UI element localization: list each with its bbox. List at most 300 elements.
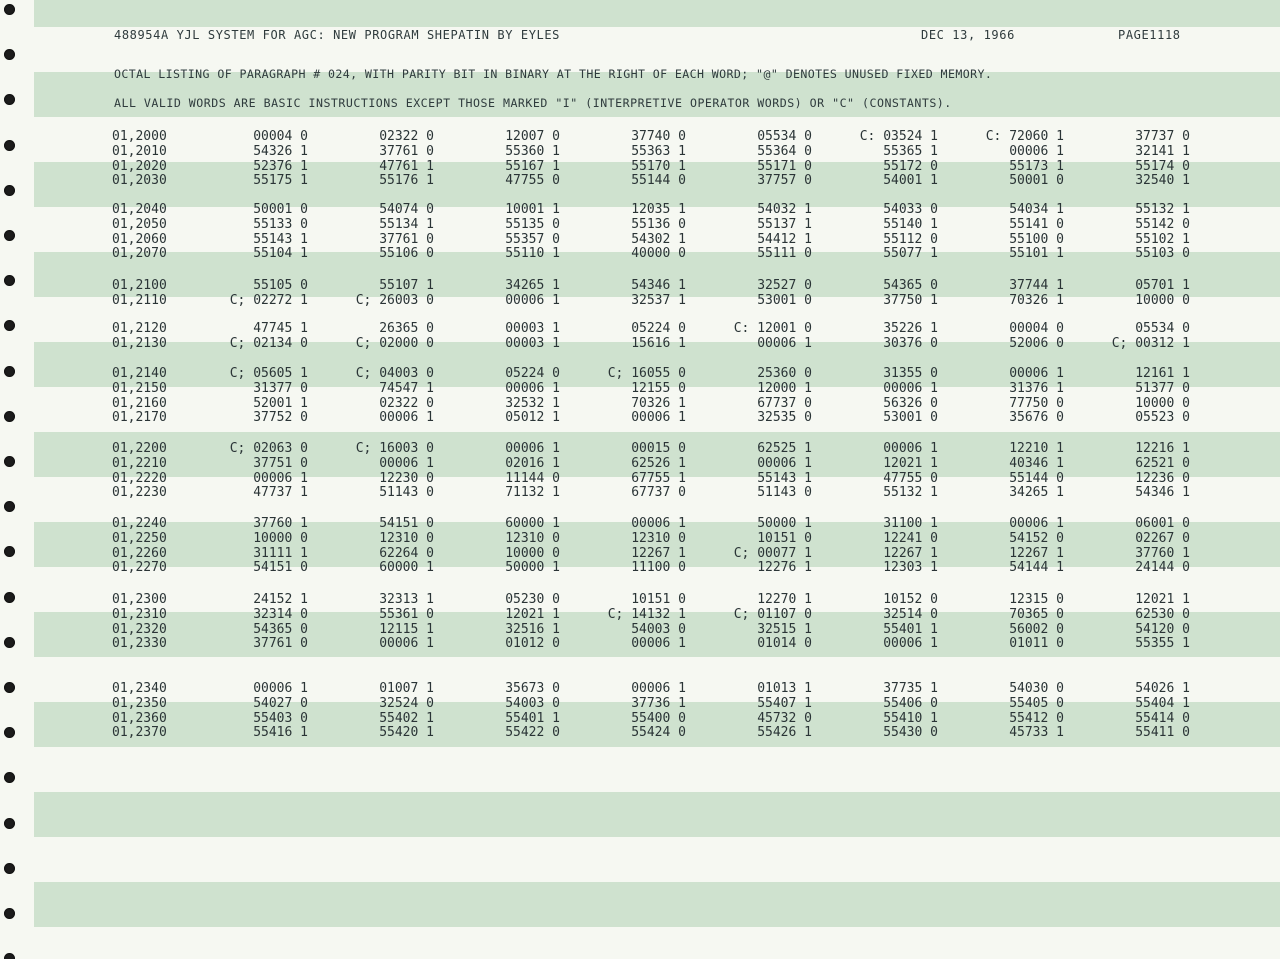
octal-word: 51143 0 [379, 485, 434, 501]
octal-word: 12310 0 [379, 530, 434, 546]
octal-word: 12241 0 [883, 530, 938, 546]
octal-word: 00006 1 [253, 470, 308, 486]
octal-word: 12267 1 [631, 545, 686, 561]
memory-address: 01,2150 [112, 380, 167, 396]
octal-word: 54151 0 [379, 516, 434, 531]
octal-word: 55112 0 [883, 231, 938, 247]
octal-word: 37760 1 [1135, 545, 1190, 561]
octal-word: 54030 0 [1009, 681, 1064, 696]
memory-address: 01,2030 [112, 173, 167, 189]
octal-word: C: 12001 0 [733, 321, 812, 336]
octal-word: 06001 0 [1135, 516, 1190, 531]
listing-row [0, 173, 1280, 188]
octal-word: 00006 1 [505, 441, 560, 456]
octal-word: 26365 0 [379, 321, 434, 336]
octal-word: 37761 0 [379, 143, 434, 159]
octal-word: 37757 0 [757, 173, 812, 189]
feed-hole [4, 4, 15, 15]
octal-word: 32532 1 [505, 395, 560, 411]
octal-word: 05523 0 [1135, 410, 1190, 426]
octal-word: 00006 1 [757, 335, 812, 351]
green-bar [34, 792, 1280, 837]
octal-word: C; 26003 0 [355, 292, 434, 308]
octal-word: 55172 0 [883, 158, 938, 174]
octal-word: 31100 1 [883, 516, 938, 531]
octal-word: 53001 0 [883, 410, 938, 426]
octal-word: 05224 0 [631, 321, 686, 336]
octal-word: 00006 1 [1009, 516, 1064, 531]
octal-word: 67755 1 [631, 470, 686, 486]
listing-row [0, 202, 1280, 217]
octal-word: 55136 0 [631, 216, 686, 232]
octal-word: 32141 1 [1135, 143, 1190, 159]
octal-word: 54346 1 [1135, 485, 1190, 501]
octal-word: 55402 1 [379, 710, 434, 726]
octal-word: 00006 1 [505, 292, 560, 308]
memory-address: 01,2140 [112, 366, 167, 381]
octal-word: 34265 1 [505, 278, 560, 293]
octal-word: 55364 0 [757, 143, 812, 159]
octal-word: 55403 0 [253, 710, 308, 726]
octal-word: 54302 1 [631, 231, 686, 247]
octal-word: 55175 1 [253, 173, 308, 189]
octal-word: 55167 1 [505, 158, 560, 174]
octal-word: 50001 0 [253, 202, 308, 217]
octal-word: 00004 0 [1009, 321, 1064, 336]
octal-word: 55361 0 [379, 606, 434, 622]
octal-word: 00006 1 [379, 636, 434, 652]
listing-row [0, 410, 1280, 425]
octal-word: 12267 1 [1009, 545, 1064, 561]
memory-address: 01,2000 [112, 129, 167, 144]
octal-word: 45732 0 [757, 710, 812, 726]
octal-word: 67737 0 [757, 395, 812, 411]
octal-word: 55414 0 [1135, 710, 1190, 726]
octal-word: 37735 1 [883, 681, 938, 696]
octal-word: 55424 0 [631, 725, 686, 741]
octal-word: 55401 1 [883, 621, 938, 637]
octal-word: 34265 1 [1009, 485, 1064, 501]
octal-word: 12236 0 [1135, 470, 1190, 486]
octal-word: 55405 0 [1009, 695, 1064, 711]
octal-word: 55412 0 [1009, 710, 1064, 726]
octal-word: 37760 1 [253, 516, 308, 531]
memory-address: 01,2120 [112, 321, 167, 336]
memory-address: 01,2110 [112, 292, 167, 308]
octal-word: 54365 0 [253, 621, 308, 637]
memory-address: 01,2270 [112, 560, 167, 576]
octal-word: 55142 0 [1135, 216, 1190, 232]
octal-word: 32540 1 [1135, 173, 1190, 189]
octal-word: 62526 1 [631, 455, 686, 471]
octal-word: 55105 0 [253, 278, 308, 293]
memory-address: 01,2330 [112, 636, 167, 652]
octal-word: C; 01107 0 [733, 606, 812, 622]
listing-row [0, 622, 1280, 637]
octal-word: 55144 0 [631, 173, 686, 189]
octal-word: 12267 1 [883, 545, 938, 561]
octal-word: 12315 0 [1009, 592, 1064, 607]
octal-word: 55103 0 [1135, 246, 1190, 262]
memory-address: 01,2170 [112, 410, 167, 426]
octal-word: 12270 1 [757, 592, 812, 607]
octal-word: 12310 0 [505, 530, 560, 546]
octal-word: 54033 0 [883, 202, 938, 217]
feed-hole [4, 863, 15, 874]
header-date: DEC 13, 1966 [921, 28, 1015, 42]
octal-word: 54003 0 [505, 695, 560, 711]
octal-word: 00003 1 [505, 335, 560, 351]
octal-word: 10000 0 [253, 530, 308, 546]
octal-word: 32514 0 [883, 606, 938, 622]
header-title: 488954A YJL SYSTEM FOR AGC: NEW PROGRAM SHEPATIN BY EYLES [114, 28, 561, 42]
octal-word: 32537 1 [631, 292, 686, 308]
octal-word: 11100 0 [631, 560, 686, 576]
octal-word: 55144 0 [1009, 470, 1064, 486]
octal-word: 55360 1 [505, 143, 560, 159]
octal-word: 30376 0 [883, 335, 938, 351]
memory-address: 01,2160 [112, 395, 167, 411]
octal-word: 47755 0 [505, 173, 560, 189]
memory-address: 01,2350 [112, 695, 167, 711]
listing-row [0, 232, 1280, 247]
octal-word: 10151 0 [757, 530, 812, 546]
octal-word: 31111 1 [253, 545, 308, 561]
octal-word: 55410 1 [883, 710, 938, 726]
listing-row [0, 144, 1280, 159]
memory-address: 01,2020 [112, 158, 167, 174]
octal-word: 54152 0 [1009, 530, 1064, 546]
octal-word: 00006 1 [883, 380, 938, 396]
listing-row [0, 711, 1280, 726]
octal-word: 25360 0 [757, 366, 812, 381]
memory-address: 01,2200 [112, 441, 167, 456]
memory-address: 01,2370 [112, 725, 167, 741]
octal-word: 02016 1 [505, 455, 560, 471]
octal-word: 55174 0 [1135, 158, 1190, 174]
octal-word: 00006 1 [883, 441, 938, 456]
octal-word: 55104 1 [253, 246, 308, 262]
octal-word: 00006 1 [631, 516, 686, 531]
octal-word: 01013 1 [757, 681, 812, 696]
octal-word: 05701 1 [1135, 278, 1190, 293]
octal-word: 55401 1 [505, 710, 560, 726]
octal-word: 10151 0 [631, 592, 686, 607]
listing-row [0, 725, 1280, 740]
listing-row [0, 217, 1280, 232]
feed-hole [4, 953, 15, 959]
octal-word: 10001 1 [505, 202, 560, 217]
octal-word: 01012 0 [505, 636, 560, 652]
octal-word: 24144 0 [1135, 560, 1190, 576]
octal-word: 12210 1 [1009, 441, 1064, 456]
octal-word: 55102 1 [1135, 231, 1190, 247]
octal-word: 05230 0 [505, 592, 560, 607]
octal-word: 55404 1 [1135, 695, 1190, 711]
listing-row [0, 246, 1280, 261]
octal-word: 00006 1 [631, 681, 686, 696]
octal-word: 62521 0 [1135, 455, 1190, 471]
octal-word: C; 14132 1 [607, 606, 686, 622]
octal-word: 55171 0 [757, 158, 812, 174]
octal-word: 54001 1 [883, 173, 938, 189]
octal-word: 55416 1 [253, 725, 308, 741]
octal-word: 37740 0 [631, 129, 686, 144]
memory-address: 01,2050 [112, 216, 167, 232]
octal-word: 37752 0 [253, 410, 308, 426]
octal-word: 32515 1 [757, 621, 812, 637]
octal-word: 05012 1 [505, 410, 560, 426]
memory-address: 01,2060 [112, 231, 167, 247]
octal-word: 47745 1 [253, 321, 308, 336]
octal-word: C; 02063 0 [229, 441, 308, 456]
octal-word: 62525 1 [757, 441, 812, 456]
memory-address: 01,2070 [112, 246, 167, 262]
octal-word: 02322 0 [379, 129, 434, 144]
octal-word: C; 04003 0 [355, 366, 434, 381]
octal-word: 31355 0 [883, 366, 938, 381]
octal-word: 32516 1 [505, 621, 560, 637]
octal-word: 55135 0 [505, 216, 560, 232]
octal-word: 54326 1 [253, 143, 308, 159]
listing-row [0, 681, 1280, 696]
octal-word: 55407 1 [757, 695, 812, 711]
octal-word: 55411 0 [1135, 725, 1190, 741]
header-page-number: PAGE1118 [1118, 28, 1181, 42]
octal-word: 54151 0 [253, 560, 308, 576]
octal-word: 54120 0 [1135, 621, 1190, 637]
octal-word: 12276 1 [757, 560, 812, 576]
octal-word: 55133 0 [253, 216, 308, 232]
octal-word: 54074 0 [379, 202, 434, 217]
octal-word: 00006 1 [505, 380, 560, 396]
memory-address: 01,2130 [112, 335, 167, 351]
octal-word: 32524 0 [379, 695, 434, 711]
octal-word: 12161 1 [1135, 366, 1190, 381]
octal-word: 55143 1 [757, 470, 812, 486]
octal-word: 31377 0 [253, 380, 308, 396]
octal-word: 12021 1 [883, 455, 938, 471]
octal-word: 32313 1 [379, 592, 434, 607]
octal-word: 54027 0 [253, 695, 308, 711]
octal-word: 55140 1 [883, 216, 938, 232]
octal-word: 01014 0 [757, 636, 812, 652]
feed-hole [4, 908, 15, 919]
octal-word: 05534 0 [1135, 321, 1190, 336]
octal-word: 70326 1 [1009, 292, 1064, 308]
octal-word: 32314 0 [253, 606, 308, 622]
octal-word: 05534 0 [757, 129, 812, 144]
octal-word: 10152 0 [883, 592, 938, 607]
octal-word: C; 05605 1 [229, 366, 308, 381]
octal-word: 35226 1 [883, 321, 938, 336]
octal-word: 47737 1 [253, 485, 308, 501]
octal-word: 12021 1 [505, 606, 560, 622]
octal-word: 12216 1 [1135, 441, 1190, 456]
octal-word: 55143 1 [253, 231, 308, 247]
listing-row [0, 531, 1280, 546]
listing-row [0, 546, 1280, 561]
octal-word: 50000 1 [505, 560, 560, 576]
listing-row [0, 293, 1280, 308]
memory-address: 01,2360 [112, 710, 167, 726]
octal-word: 35676 0 [1009, 410, 1064, 426]
memory-address: 01,2310 [112, 606, 167, 622]
octal-word: 55357 0 [505, 231, 560, 247]
listing-row [0, 396, 1280, 411]
listing-row [0, 560, 1280, 575]
memory-address: 01,2320 [112, 621, 167, 637]
octal-word: 45733 1 [1009, 725, 1064, 741]
octal-word: 32535 0 [757, 410, 812, 426]
memory-address: 01,2260 [112, 545, 167, 561]
memory-address: 01,2210 [112, 455, 167, 471]
octal-word: 12230 0 [379, 470, 434, 486]
octal-word: 37744 1 [1009, 278, 1064, 293]
octal-word: C: 72060 1 [985, 129, 1064, 144]
octal-word: 55141 0 [1009, 216, 1064, 232]
listing-row [0, 129, 1280, 144]
octal-word: 55111 0 [757, 246, 812, 262]
octal-word: 56002 0 [1009, 621, 1064, 637]
listing-row [0, 441, 1280, 456]
octal-word: 77750 0 [1009, 395, 1064, 411]
octal-word: 00006 1 [379, 455, 434, 471]
octal-word: 40000 0 [631, 246, 686, 262]
octal-word: 32527 0 [757, 278, 812, 293]
octal-word: 55106 0 [379, 246, 434, 262]
octal-word: 70365 0 [1009, 606, 1064, 622]
octal-word: 02322 0 [379, 395, 434, 411]
octal-word: 55176 1 [379, 173, 434, 189]
listing-row [0, 607, 1280, 622]
octal-word: 37761 0 [379, 231, 434, 247]
octal-word: 11144 0 [505, 470, 560, 486]
octal-word: 55430 0 [883, 725, 938, 741]
description-line-1: OCTAL LISTING OF PARAGRAPH # 024, WITH PARITY BIT IN BINARY AT THE RIGHT OF EACH WORD; "@" DENOTES UNUSED FIXED MEMORY. [114, 67, 993, 81]
octal-word: 54026 1 [1135, 681, 1190, 696]
octal-word: 00003 1 [505, 321, 560, 336]
octal-word: 54144 1 [1009, 560, 1064, 576]
octal-word: 55406 0 [883, 695, 938, 711]
octal-word: 12035 1 [631, 202, 686, 217]
octal-word: 62264 0 [379, 545, 434, 561]
memory-address: 01,2240 [112, 516, 167, 531]
listing-row [0, 696, 1280, 711]
octal-word: 00006 1 [631, 410, 686, 426]
octal-word: 50000 1 [757, 516, 812, 531]
memory-address: 01,2250 [112, 530, 167, 546]
octal-word: 10000 0 [1135, 292, 1190, 308]
memory-address: 01,2340 [112, 681, 167, 696]
octal-word: 55101 1 [1009, 246, 1064, 262]
octal-word: 00006 1 [1009, 143, 1064, 159]
octal-word: 47761 1 [379, 158, 434, 174]
octal-word: C; 02000 0 [355, 335, 434, 351]
octal-word: 55132 1 [1135, 202, 1190, 217]
octal-word: 12007 0 [505, 129, 560, 144]
octal-word: 54003 0 [631, 621, 686, 637]
octal-word: 52001 1 [253, 395, 308, 411]
octal-word: 55420 1 [379, 725, 434, 741]
octal-word: 12021 1 [1135, 592, 1190, 607]
octal-word: 55422 0 [505, 725, 560, 741]
octal-word: 54412 1 [757, 231, 812, 247]
octal-word: 00006 1 [757, 455, 812, 471]
memory-address: 01,2220 [112, 470, 167, 486]
octal-word: 70326 1 [631, 395, 686, 411]
octal-word: C: 03524 1 [859, 129, 938, 144]
octal-word: 37761 0 [253, 636, 308, 652]
octal-word: 10000 0 [1135, 395, 1190, 411]
octal-word: C; 16055 0 [607, 366, 686, 381]
octal-word: 01007 1 [379, 681, 434, 696]
octal-word: 37737 0 [1135, 129, 1190, 144]
octal-word: 55173 1 [1009, 158, 1064, 174]
feed-hole [4, 94, 15, 105]
memory-address: 01,2040 [112, 202, 167, 217]
octal-word: 02267 0 [1135, 530, 1190, 546]
feed-hole [4, 818, 15, 829]
octal-word: 12303 1 [883, 560, 938, 576]
octal-word: 47755 0 [883, 470, 938, 486]
octal-word: 00006 1 [1009, 366, 1064, 381]
octal-word: 56326 0 [883, 395, 938, 411]
octal-word: 12000 1 [757, 380, 812, 396]
octal-word: 74547 1 [379, 380, 434, 396]
memory-address: 01,2230 [112, 485, 167, 501]
octal-word: 55170 1 [631, 158, 686, 174]
octal-word: 31376 1 [1009, 380, 1064, 396]
listing-row [0, 336, 1280, 351]
octal-word: 55077 1 [883, 246, 938, 262]
octal-word: 55355 1 [1135, 636, 1190, 652]
octal-word: 55134 1 [379, 216, 434, 232]
octal-word: 55365 1 [883, 143, 938, 159]
octal-word: 12155 0 [631, 380, 686, 396]
feed-hole [4, 49, 15, 60]
listing-row [0, 636, 1280, 651]
listing-row [0, 485, 1280, 500]
octal-word: 37750 1 [883, 292, 938, 308]
feed-hole [4, 501, 15, 512]
memory-address: 01,2100 [112, 278, 167, 293]
octal-word: 05224 0 [505, 366, 560, 381]
octal-word: 00006 1 [631, 636, 686, 652]
description-line-2: ALL VALID WORDS ARE BASIC INSTRUCTIONS EXCEPT THOSE MARKED "I" (INTERPRETIVE OPERATOR WORDS) OR "C" (CONSTANTS). [114, 96, 952, 110]
octal-word: 24152 1 [253, 592, 308, 607]
listing-row [0, 321, 1280, 336]
memory-address: 01,2300 [112, 592, 167, 607]
octal-word: 55100 0 [1009, 231, 1064, 247]
octal-word: 54034 1 [1009, 202, 1064, 217]
octal-word: 60000 1 [505, 516, 560, 531]
octal-word: 35673 0 [505, 681, 560, 696]
octal-word: 71132 1 [505, 485, 560, 501]
listing-row [0, 516, 1280, 531]
octal-word: 00006 1 [883, 636, 938, 652]
memory-address: 01,2010 [112, 143, 167, 159]
octal-word: 51377 0 [1135, 380, 1190, 396]
octal-word: 55110 1 [505, 246, 560, 262]
octal-word: 00006 1 [253, 681, 308, 696]
octal-word: 00006 1 [379, 410, 434, 426]
green-bar [34, 882, 1280, 927]
octal-word: C; 16003 0 [355, 441, 434, 456]
octal-word: 37736 1 [631, 695, 686, 711]
octal-word: 40346 1 [1009, 455, 1064, 471]
octal-word: 55132 1 [883, 485, 938, 501]
